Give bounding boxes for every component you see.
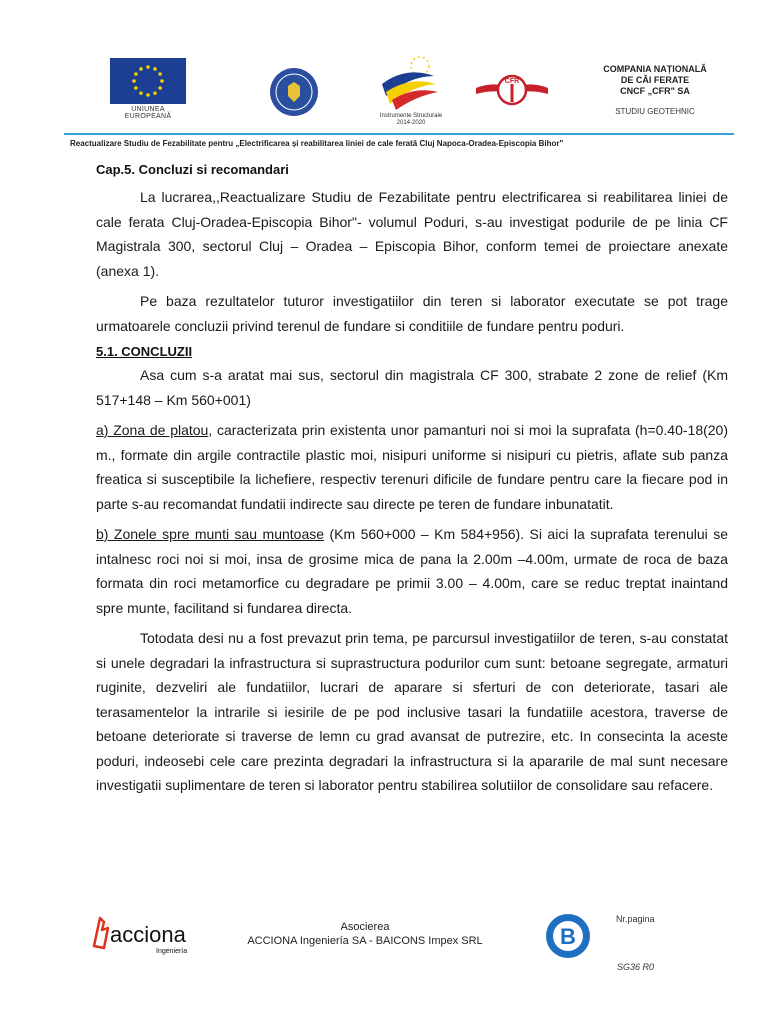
paragraph-degradations: Totodata desi nu a fost prevazut prin tema, pe parcursul investigatiilor de teren, s-au constatat si unele degradari la infrastructura si suprastructura podurilor cum sunt: betoane segregate, armaturi ruginite, dezveliri ale fundatiilor, lucrari de aparare si sferturi de con deteriorate, tasari ale terasamentelor la intrarile si iesirile de pe pod inclusive tasari la fundatiile acestora, traverse de betoane deteriorate si traverse de lemn cu grad avansat de putrezire, etc. In consecinta la aceste poduri, indeosebi cele care prezinta degradari la infrastructura si la apararile de mal sunt necesare investigatii suplimentare de teren si laborator pentru stabilirea solutiilor de consolidare sau refacere. — [96, 630, 728, 793]
eu-flag-logo — [110, 58, 186, 104]
chapter-heading: Cap.5. Concluzi si recomandari — [96, 162, 289, 177]
header-divider — [64, 133, 734, 135]
eu-star — [158, 72, 162, 76]
structural-instruments-logo — [376, 54, 442, 114]
document-header-title: Reactualizare Studiu de Fezabilitate pentru „Electrificarea și reabilitarea liniei de cale ferată Cluj Napoca-Oradea-Episcopia Bihor" — [70, 139, 564, 148]
government-seal-logo — [268, 66, 320, 118]
paragraph-intro: La lucrarea,,Reactualizare Studiu de Fezabilitate pentru electrificarea si reabilitarea liniei de cale ferata Cluj-Oradea-Episcopia Bihor"- volumul Poduri, s-au investigat podurile de pe linia CF Magistrala 300, sectorul Cluj – Oradea – Episcopia Bihor, conform temei de proiectare anexate (anexa 1). — [96, 189, 728, 279]
baicons-letter: B — [560, 924, 576, 949]
eu-star — [134, 72, 138, 76]
acciona-logo — [90, 908, 198, 958]
document-id: SG36 R0 — [617, 962, 655, 972]
eu-star — [158, 86, 162, 90]
page-number-label: Nr.pagina — [616, 914, 655, 924]
eu-star — [139, 91, 143, 95]
paragraph-conclusions-intro: Pe baza rezultatelor tuturor investigatiilor din teren si laborator executate se pot trage urmatoarele concluzii privind terenul de fundare si conditiile de fundare pentru poduri. — [96, 293, 728, 334]
study-type: STUDIU GEOTEHNIC — [615, 107, 695, 116]
eu-star — [153, 91, 157, 95]
association-info: Asocierea ACCIONA Ingeniería SA - BAICONS Impex SRL — [247, 921, 483, 947]
eu-star — [153, 67, 157, 71]
baicons-logo — [544, 912, 592, 960]
plateau-zone-label: a) Zona de platou — [96, 422, 209, 438]
mountain-zone-label: b) Zonele spre munti sau muntoase — [96, 526, 325, 542]
eu-star — [132, 79, 136, 83]
paragraph-plateau-zone: a) Zona de platou, caracterizata prin existenta unor pamanturi noi si moi la suprafata (h=0.40-18(20) m., formate din argile contractile plastic moi, nisipuri uniforme si nisipuri cu pietris, aflate sub panza freatica si susceptibile la lichefiere, respectiv terenuri dificile de fundare pentru care la fiecare pod in parte s-au recomandat fundatii indirecte sau directe pe teren de fundare inbunatatit. — [96, 422, 728, 512]
cfr-logo-text: CFR — [504, 78, 520, 85]
section-heading: 5.1. CONCLUZII — [96, 344, 193, 359]
eu-caption: UNIUNEA EUROPEANĂ — [124, 106, 172, 120]
paragraph-relief-zones: Asa cum s-a aratat mai sus, sectorul din magistrala CF 300, strabate 2 zone de relief (Km 517+148 – Km 560+001) — [96, 367, 728, 408]
company-name: COMPANIA NAȚIONALĂ DE CĂI FERATE CNCF „CFR" SA — [603, 64, 707, 96]
document-body — [96, 162, 728, 804]
eu-star — [146, 93, 150, 97]
eu-star — [134, 86, 138, 90]
cfr-logo — [474, 70, 550, 110]
paragraph-mountain-zone: b) Zonele spre munti sau muntoase (Km 560+000 – Km 584+956). Si aici la suprafata terenului se intalnesc roci noi si moi, insa de grosime mica de pana la 2.00m –4.00m, urmate de roca de baza formata din roci metamorfice cu degradare pe primii 3.00 – 4.00m, care se reduc treptat inaintand spre munte, facilitand si fundarea directa. — [96, 526, 728, 616]
eu-star — [139, 67, 143, 71]
structural-instruments-caption: Instrumente Structurale 2014-2020 — [379, 113, 443, 126]
eu-star — [160, 79, 164, 83]
acciona-name: acciona — [110, 922, 186, 947]
eu-star — [146, 65, 150, 69]
acciona-subtitle: Ingeniería — [156, 948, 188, 955]
